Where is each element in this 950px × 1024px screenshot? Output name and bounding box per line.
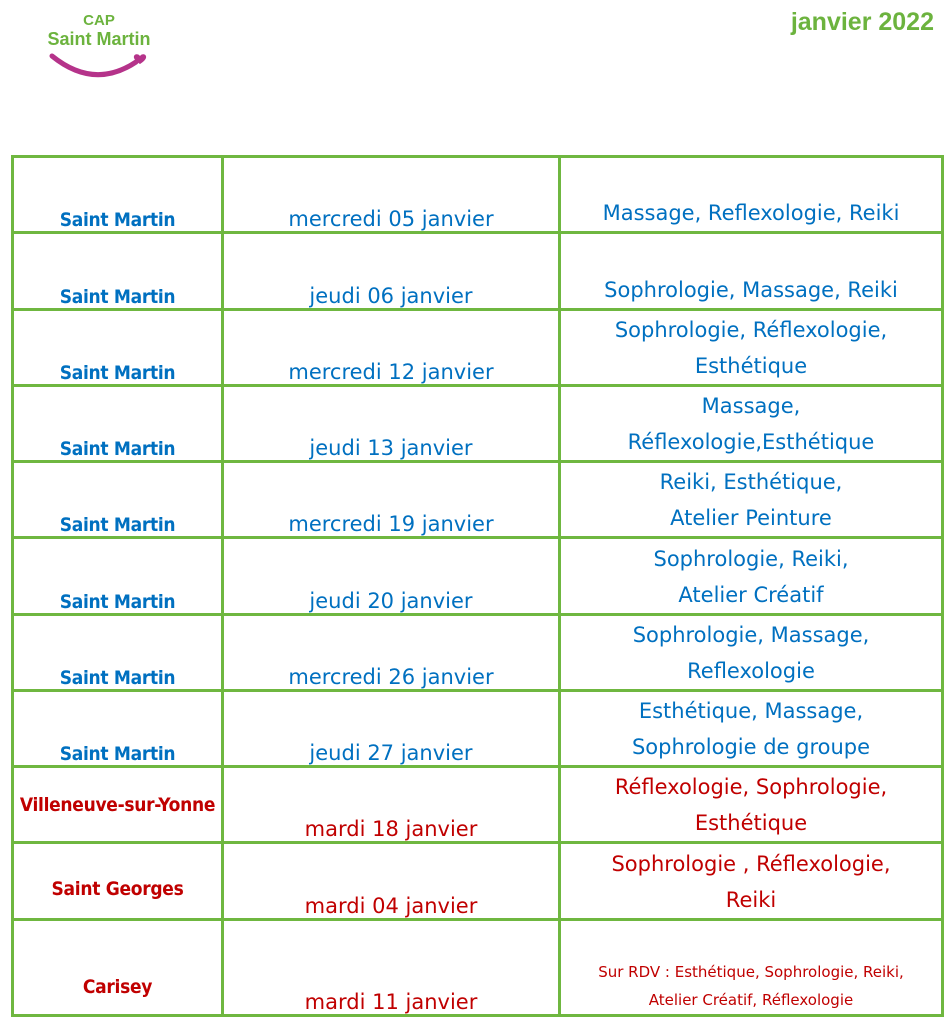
activity-line: Massage, Reflexologie, Reiki xyxy=(602,201,900,226)
activity-line: Sophrologie, Reiki, xyxy=(653,546,849,571)
activities-cell xyxy=(560,462,943,538)
table-row xyxy=(13,690,943,766)
location-cell: Saint Martin xyxy=(13,385,223,461)
activity-line: Reflexologie xyxy=(687,658,815,683)
activity-line: Reiki, Esthétique, xyxy=(659,470,843,495)
activities-cell xyxy=(560,843,943,919)
logo-smile-arc-icon xyxy=(44,50,154,90)
table-row xyxy=(13,843,943,919)
schedule-table xyxy=(11,155,944,1017)
table-row xyxy=(13,385,943,461)
location-cell: Carisey xyxy=(13,919,223,1015)
date-cell: mercredi 05 janvier xyxy=(223,157,560,233)
date-cell: jeudi 06 janvier xyxy=(223,233,560,309)
activity-line: Sophrologie de groupe xyxy=(631,735,871,760)
table-row xyxy=(13,157,943,233)
date-cell: jeudi 20 janvier xyxy=(223,538,560,614)
activity-line: Atelier Créatif xyxy=(678,582,824,607)
date-cell: mardi 18 janvier xyxy=(223,767,560,843)
activities-cell xyxy=(560,385,943,461)
activities-cell xyxy=(560,690,943,766)
activities-cell xyxy=(560,767,943,843)
location-cell: Saint Martin xyxy=(13,157,223,233)
logo xyxy=(44,12,154,92)
logo-name-text: Saint Martin xyxy=(47,29,151,49)
activity-line: Réflexologie, Sophrologie, xyxy=(614,775,888,800)
activities-cell xyxy=(560,309,943,385)
table-row xyxy=(13,614,943,690)
location-cell: Saint Martin xyxy=(13,462,223,538)
activity-line: Sophrologie, Massage, Reiki xyxy=(604,277,898,302)
date-cell: mardi 11 janvier xyxy=(223,919,560,1015)
location-cell: Saint Martin xyxy=(13,233,223,309)
activity-line: Réflexologie,Esthétique xyxy=(627,430,875,455)
activity-line: Esthétique xyxy=(694,811,808,836)
date-cell: mardi 04 janvier xyxy=(223,843,560,919)
date-cell: mercredi 19 janvier xyxy=(223,462,560,538)
activity-line: Atelier Peinture xyxy=(670,506,832,531)
schedule-body xyxy=(13,157,943,1016)
table-row xyxy=(13,309,943,385)
location-cell: Saint Martin xyxy=(13,538,223,614)
table-row xyxy=(13,767,943,843)
table-row xyxy=(13,233,943,309)
activity-line: Sophrologie, Réflexologie, xyxy=(614,317,888,342)
location-cell: Saint Martin xyxy=(13,690,223,766)
date-cell: jeudi 27 janvier xyxy=(223,690,560,766)
location-text: Villeneuve-sur-Yonne xyxy=(19,793,216,816)
activity-line: Massage, xyxy=(701,394,801,419)
activity-line: Esthétique, Massage, xyxy=(638,699,864,724)
activity-line: Sophrologie, Massage, xyxy=(632,622,870,647)
location-cell xyxy=(13,767,223,843)
date-cell: jeudi 13 janvier xyxy=(223,385,560,461)
activity-line: Reiki xyxy=(725,887,777,912)
location-cell: Saint Martin xyxy=(13,614,223,690)
activity-line: Esthétique xyxy=(694,353,808,378)
activities-cell xyxy=(560,614,943,690)
activities-cell xyxy=(560,157,943,233)
logo-cap-text: CAP xyxy=(83,12,115,29)
activities-cell xyxy=(560,919,943,1015)
location-cell: Saint Georges xyxy=(13,843,223,919)
date-cell: mercredi 26 janvier xyxy=(223,614,560,690)
table-row xyxy=(13,538,943,614)
table-row xyxy=(13,919,943,1015)
activity-line: Sur RDV : Esthétique, Sophrologie, Reiki, xyxy=(598,963,904,981)
location-cell: Saint Martin xyxy=(13,309,223,385)
table-row xyxy=(13,462,943,538)
activities-cell xyxy=(560,538,943,614)
activity-line: Sophrologie , Réflexologie, xyxy=(611,851,891,876)
activity-line: Atelier Créatif, Réflexologie xyxy=(648,991,854,1009)
activities-cell xyxy=(560,233,943,309)
date-cell: mercredi 12 janvier xyxy=(223,309,560,385)
month-title: janvier 2022 xyxy=(790,8,934,36)
